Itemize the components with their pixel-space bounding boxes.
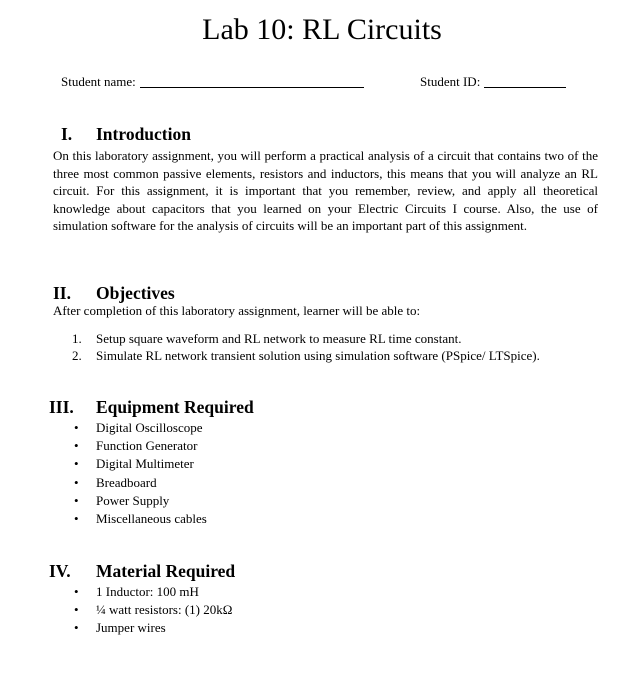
student-name-field xyxy=(61,72,364,92)
student-name-label: Student name: xyxy=(61,74,136,89)
bullet-icon: • xyxy=(74,420,79,435)
list-item: 2. Simulate RL network transient solution using simulation software (PSpice/ LTSpice). xyxy=(72,348,540,363)
section-title: Introduction xyxy=(96,124,191,144)
bullet-icon: • xyxy=(74,474,79,490)
bullet-icon: • xyxy=(74,511,79,527)
objectives-lead: After completion of this laboratory assignment, learner will be able to: xyxy=(53,303,421,318)
list-item: • Miscellaneous cables xyxy=(72,510,207,528)
section-title: Material Required xyxy=(96,561,236,581)
list-item: • Breadboard xyxy=(72,474,207,492)
bullet-icon: • xyxy=(74,602,79,618)
list-item: • Power Supply xyxy=(72,492,207,510)
bullet-icon: • xyxy=(74,620,79,636)
bullet-icon: • xyxy=(74,456,79,472)
student-name-blank[interactable] xyxy=(140,73,364,88)
student-id-blank[interactable] xyxy=(484,73,566,88)
objectives-list xyxy=(72,330,540,364)
list-item: • Function Generator xyxy=(72,437,207,455)
student-id-label: Student ID: xyxy=(420,74,481,89)
section-heading-material xyxy=(49,560,235,582)
student-id-field xyxy=(420,72,566,92)
introduction-paragraph: On this laboratory assignment, you will perform a practical analysis of a circuit that contains two of the three most common passive elements, resistors and inductors, this means that you will analyze an RL circuit. For this assignment, it is important that you remember, review, and apply all theoretical knowledge about capacitors that you learned on your Electric Circuits I course. Also, the use of simulation software for the analysis of circuits will be an important part of this assignment. xyxy=(53,148,598,234)
section-title: Objectives xyxy=(96,283,175,303)
list-item: • 1 Inductor: 100 mH xyxy=(72,583,232,601)
list-item: 1. Setup square waveform and RL network to measure RL time constant. xyxy=(72,331,462,346)
list-item: • Jumper wires xyxy=(72,619,232,637)
section-number: I. xyxy=(61,124,73,144)
list-item: • Digital Multimeter xyxy=(72,455,207,473)
material-list xyxy=(72,583,232,638)
section-heading-introduction xyxy=(61,123,191,145)
bullet-icon: • xyxy=(74,438,79,454)
section-heading-equipment xyxy=(49,396,254,418)
section-title: Equipment Required xyxy=(96,397,254,417)
section-heading-objectives xyxy=(53,282,175,304)
list-item: • ¼ watt resistors: (1) 20kΩ xyxy=(72,601,232,619)
section-number: IV. xyxy=(49,561,71,581)
section-number: III. xyxy=(49,397,74,417)
bullet-icon: • xyxy=(74,584,79,599)
page-title: Lab 10: RL Circuits xyxy=(202,13,442,46)
bullet-icon: • xyxy=(74,492,79,508)
section-number: II. xyxy=(53,283,71,303)
equipment-list xyxy=(72,419,207,528)
list-item: • Digital Oscilloscope xyxy=(72,419,207,437)
